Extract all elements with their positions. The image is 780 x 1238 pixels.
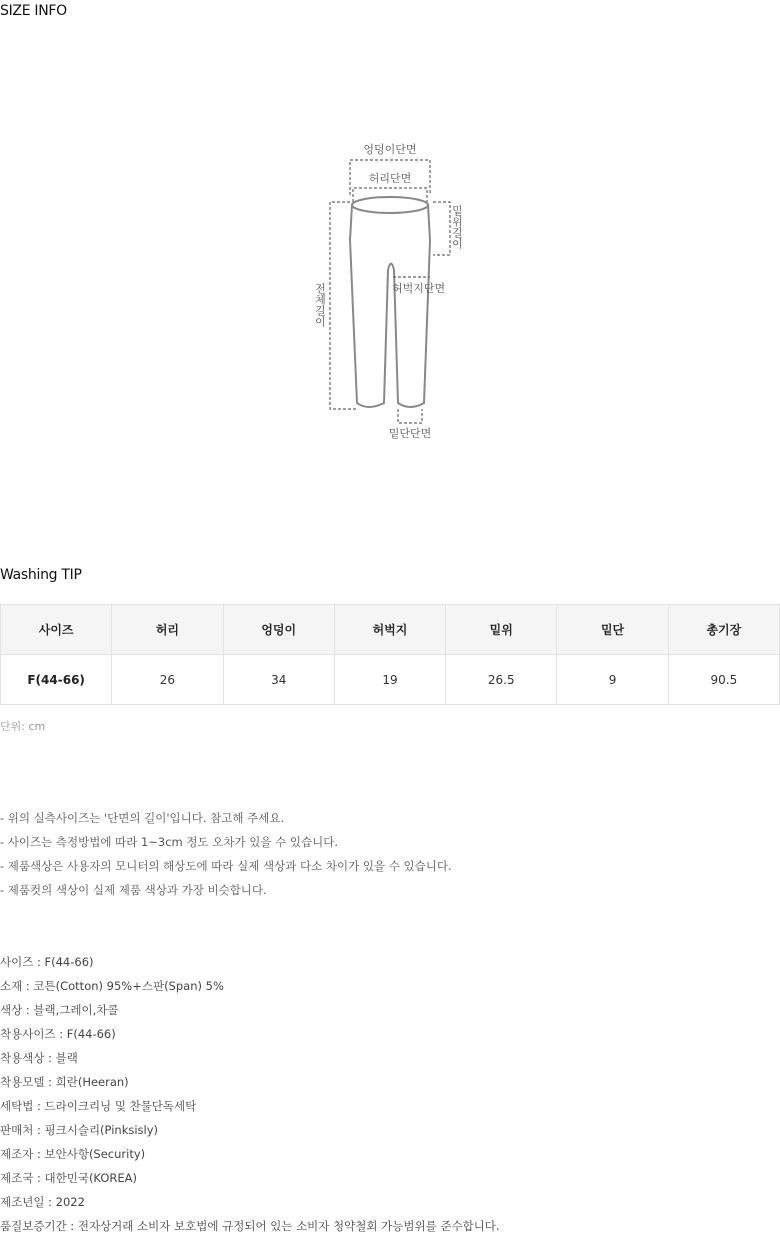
col-header-hem: 밑단 [557,605,668,655]
list-item: - 위의 실측사이즈는 '단면의 길이'입니다. 참고해 주세요. [0,811,285,825]
col-header-thigh: 허벅지 [334,605,445,655]
col-header-rise: 밑위 [446,605,557,655]
col-header-size: 사이즈 [1,605,112,655]
total-length-label: 전체길이 [313,283,327,327]
list-item: - 사이즈는 측정방법에 따라 1~3cm 정도 오차가 있을 수 있습니다. [0,835,339,849]
list-item: 제조년일 : 2022 [0,1195,85,1209]
unit-note: 단위: cm [0,720,46,733]
cell-hem: 9 [557,655,668,705]
washing-tip-title: Washing TIP [0,567,82,583]
list-item: 품질보증기간 : 전자상거래 소비자 보호법에 규정되어 있는 소비자 청약철회 가능범위를 준수합니다. [0,1219,500,1233]
list-item: 착용색상 : 블랙 [0,1051,78,1065]
cell-size: F(44-66) [1,655,112,705]
list-item: - 제품컷의 색상이 실제 제품 색상과 가장 비슷합니다. [0,883,267,897]
col-header-total-length: 총기장 [668,605,779,655]
list-item: 세탁법 : 드라이크리닝 및 찬물단독세탁 [0,1099,197,1113]
cell-hip: 34 [223,655,334,705]
cell-thigh: 19 [334,655,445,705]
cell-rise: 26.5 [446,655,557,705]
size-table [0,604,780,705]
list-item: 사이즈 : F(44-66) [0,955,94,969]
hip-label: 엉덩이단면 [363,143,417,156]
size-table-header-row [1,605,780,655]
list-item: 착용사이즈 : F(44-66) [0,1027,116,1041]
cell-waist: 26 [112,655,223,705]
col-header-hip: 엉덩이 [223,605,334,655]
list-item: 색상 : 블랙,그레이,차콜 [0,1003,119,1017]
col-header-waist: 허리 [112,605,223,655]
list-item: 제조국 : 대한민국(KOREA) [0,1171,138,1185]
hem-label: 밑단단면 [388,427,432,440]
pants-outline [350,197,430,407]
list-item: 착용모델 : 희란(Heeran) [0,1075,129,1089]
list-item: - 제품색상은 사용자의 모니터의 해상도에 따라 실제 색상과 다소 차이가 있을 수 있습니다. [0,859,452,873]
pants-measurement-diagram [300,135,480,445]
product-specs-list [0,950,500,1238]
thigh-label: 허벅지단면 [392,282,446,295]
size-info-title: SIZE INFO [0,3,67,19]
waist-label: 허리단면 [368,172,412,185]
list-item: 제조자 : 보안사항(Security) [0,1147,146,1161]
notes-list [0,806,452,902]
table-row [1,655,780,705]
cell-total-length: 90.5 [668,655,779,705]
list-item: 판매처 : 핑크시슬리(Pinksisly) [0,1123,159,1137]
list-item: 소재 : 코튼(Cotton) 95%+스판(Span) 5% [0,979,224,993]
rise-label: 밑위길이 [450,205,464,249]
